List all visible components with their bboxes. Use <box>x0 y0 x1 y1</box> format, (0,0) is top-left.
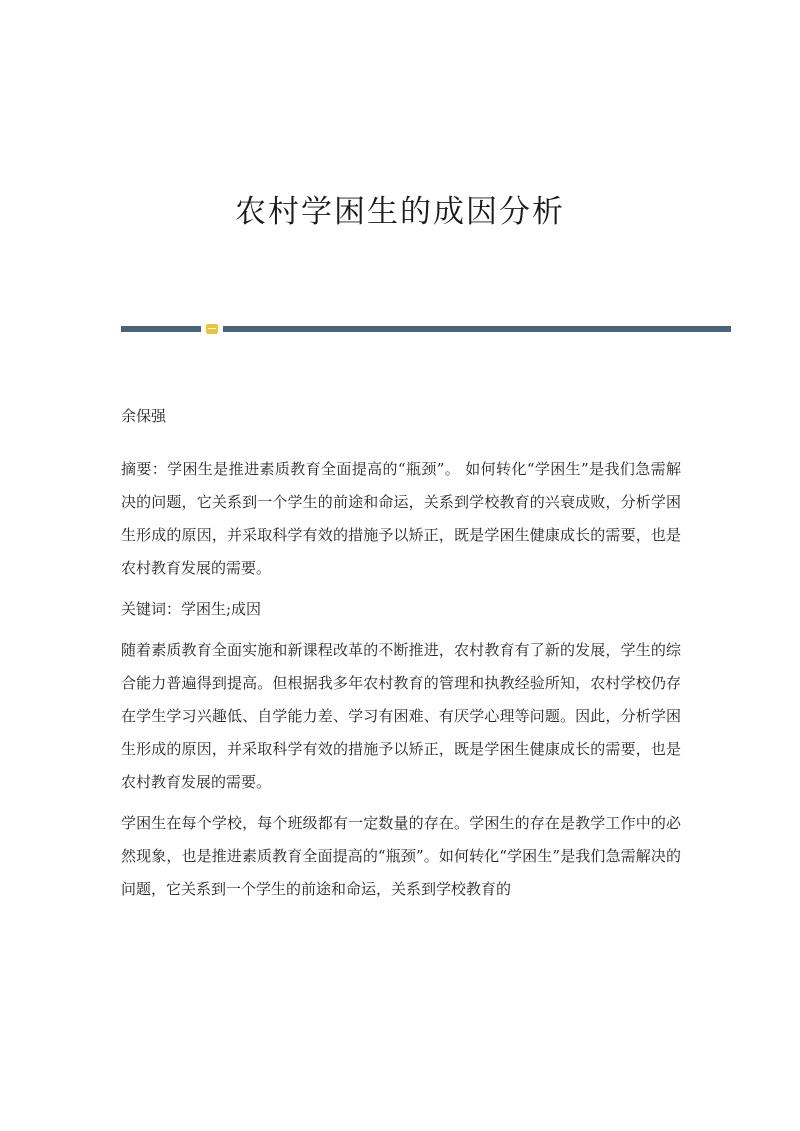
divider-bar-left <box>121 326 201 332</box>
document-title: 农村学困生的成因分析 <box>235 194 565 230</box>
keywords-line: 关键词：学困生;成因 <box>121 600 262 618</box>
title-divider <box>121 325 731 333</box>
document-body <box>121 400 681 914</box>
body-paragraph-1: 随着素质教育全面实施和新课程改革的不断推进，农村教育有了新的发展，学生的综合能力普遍得到提高。但根据我多年农村教育的管理和执教经验所知，农村学校仍存在学生学习兴趣低、自学能力差、学习有困难、有厌学心理等问题。因此，分析学困生形成的原因，并采取科学有效的措施予以矫正，既是学困生健康成长的需要，也是农村教育发展的需要。 <box>121 641 681 791</box>
body-paragraph-2: 学困生在每个学校，每个班级都有一定数量的存在。学困生的存在是教学工作中的必然现象，也是推进素质教育全面提高的“瓶颈”。如何转化“学困生”是我们急需解决的问题，它关系到一个学生的前途和命运，关系到学校教育的 <box>121 814 681 898</box>
folder-icon <box>206 324 218 334</box>
abstract-paragraph: 摘要：学困生是推进素质教育全面提高的“瓶颈”。 如何转化“学困生”是我们急需解决的问题，它关系到一个学生的前途和命运，关系到学校教育的兴衰成败，分析学困生形成的原因，并采取科学有效的措施予以矫正，既是学困生健康成长的需要，也是农村教育发展的需要。 <box>121 460 681 577</box>
author-name: 余保强 <box>121 407 167 425</box>
divider-bar-right <box>223 326 731 332</box>
